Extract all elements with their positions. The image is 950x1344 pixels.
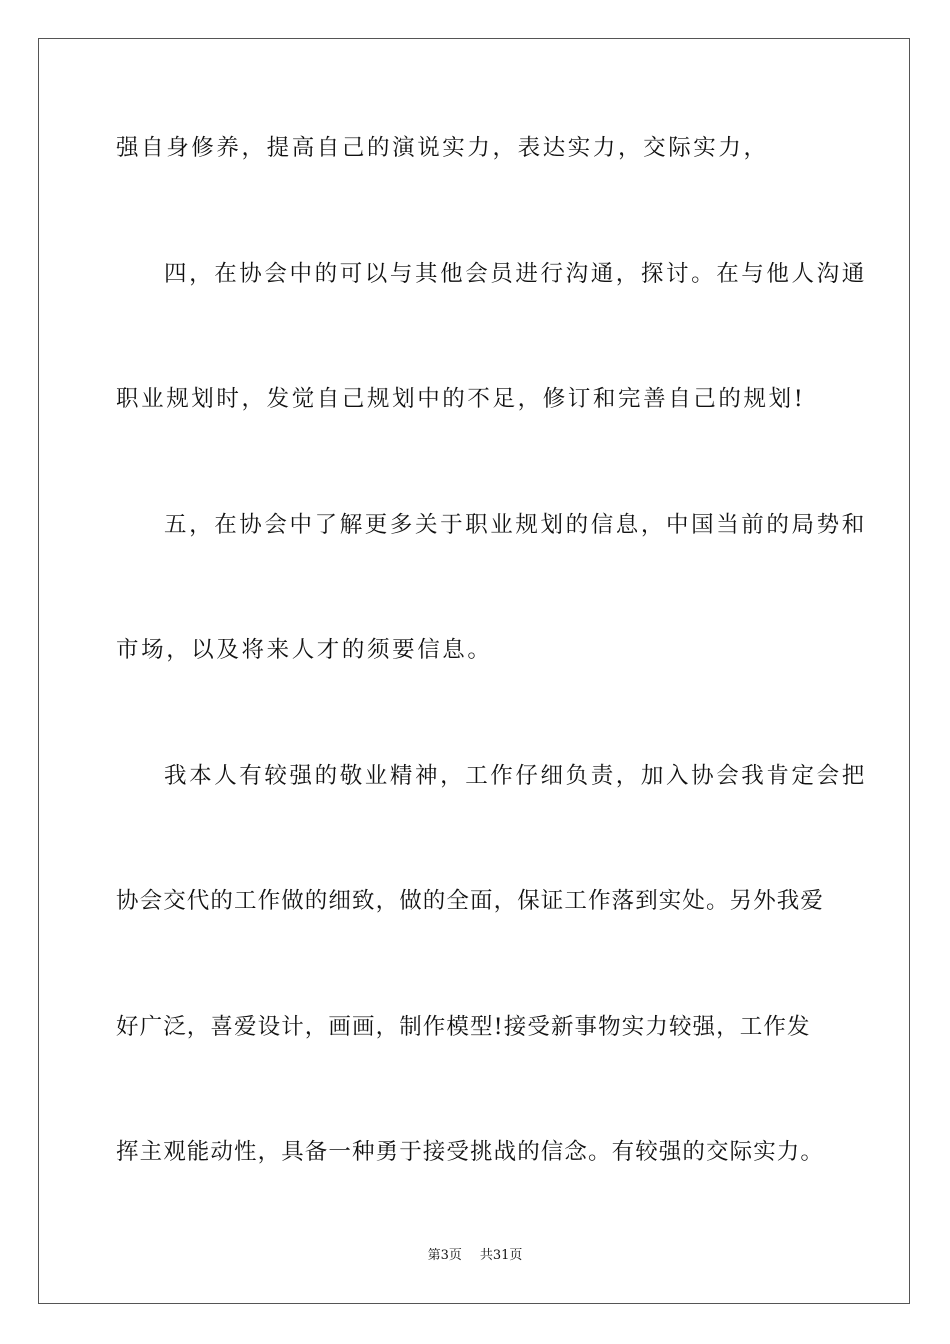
text-line: 市场，以及将来人才的须要信息。 [116, 637, 493, 663]
text-line-paragraph-start: 四，在协会中的可以与其他会员进行沟通，探讨。在与他人沟通 [164, 261, 867, 287]
text-line: 挥主观能动性，具备一种勇于接受挑战的信念。有较强的交际实力。 [116, 1139, 825, 1165]
text-line-paragraph-start: 五，在协会中了解更多关于职业规划的信息，中国当前的局势和 [164, 512, 867, 538]
page-number: 第3页 [427, 1248, 462, 1263]
text-line: 职业规划时，发觉自己规划中的不足，修订和完善自己的规划! [116, 386, 806, 412]
page-total: 共31页 [479, 1248, 523, 1263]
text-line: 协会交代的工作做的细致，做的全面，保证工作落到实处。另外我爱 [116, 888, 825, 914]
text-line: 好广泛，喜爱设计，画画，制作模型!接受新事物实力较强，工作发 [116, 1014, 811, 1040]
page-footer [0, 1247, 950, 1265]
page-border [38, 38, 910, 1304]
text-line-paragraph-start: 我本人有较强的敬业精神，工作仔细负责，加入协会我肯定会把 [164, 763, 867, 789]
text-line: 强自身修养，提高自己的演说实力，表达实力，交际实力， [116, 135, 769, 161]
